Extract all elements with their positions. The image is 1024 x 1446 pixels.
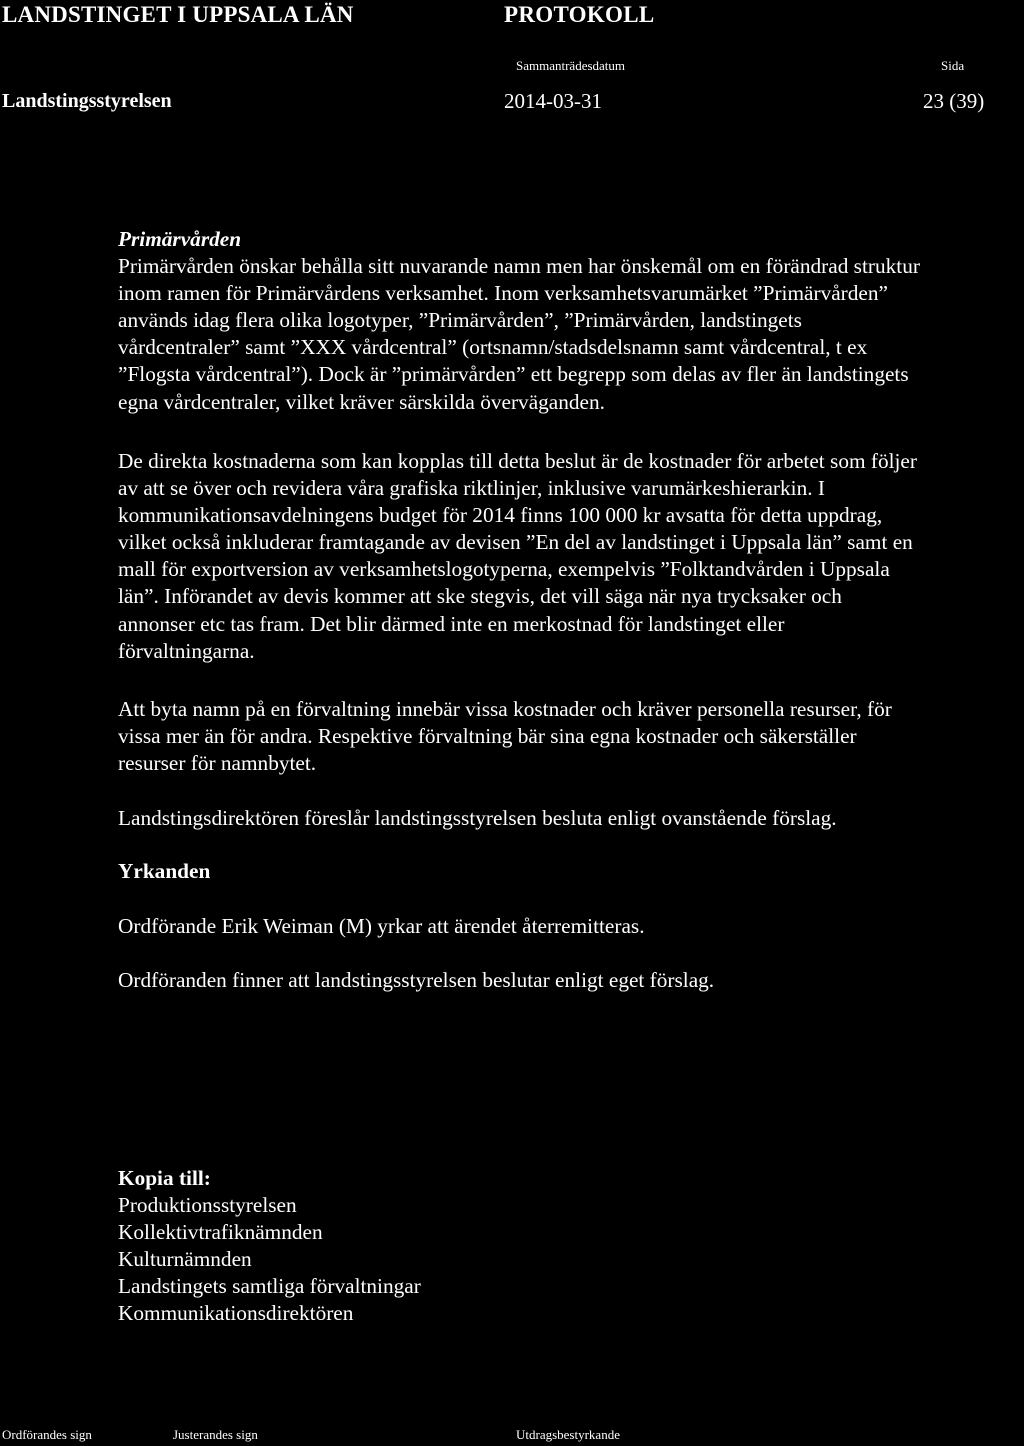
- text-line: De direkta kostnaderna som kan kopplas till detta beslut är de kostnader för arbetet som följer: [118, 449, 917, 473]
- board-name: Landstingsstyrelsen: [2, 90, 172, 112]
- text-line: Ordföranden finner att landstingsstyrelsen beslutar enligt eget förslag.: [118, 968, 715, 992]
- certifier-label: Utdragsbestyrkande: [516, 1427, 620, 1442]
- list-item: Kollektivtrafiknämnden: [118, 1220, 323, 1245]
- organization-name: LANDSTINGET I UPPSALA LÄN: [2, 2, 354, 27]
- text-line: Landstingsdirektören föreslår landstingsstyrelsen besluta enligt ovanstående förslag.: [118, 806, 837, 830]
- chair-sign-label: Ordförandes sign: [2, 1427, 92, 1442]
- page-number: 23 (39): [923, 89, 985, 113]
- text-line: län”. Införandet av devis kommer att ske stegvis, det vill säga när nya trycksaker och: [118, 584, 842, 609]
- paragraph-costs: [118, 448, 1024, 665]
- list-item: Kommunikationsdirektören: [118, 1301, 354, 1326]
- text-line: kommunikationsavdelningens budget för 2014 finns 100 000 kr avsatta för detta uppdrag,: [118, 503, 883, 528]
- yrkanden-heading: Yrkanden: [118, 859, 211, 883]
- text-line: vilket också inkluderar framtagande av devisen ”En del av landstinget i Uppsala län” samt en: [118, 530, 913, 555]
- list-item: Kulturnämnden: [118, 1247, 252, 1272]
- copies-list: [118, 1165, 1024, 1328]
- text-line: inom ramen för Primärvårdens verksamhet. Inom verksamhetsvarumärket ”Primärvården”: [118, 281, 888, 306]
- text-line: Att byta namn på en förvaltning innebär vissa kostnader och kräver personella resurser, för: [118, 697, 892, 721]
- text-line: annonser etc tas fram. Det blir därmed inte en merkostnad för landstinget eller: [118, 611, 785, 636]
- yrkanden-motion: [118, 913, 1024, 940]
- yrkanden-finding: [118, 967, 1024, 994]
- section-primarvarden: [118, 226, 1024, 416]
- list-item: Landstingets samtliga förvaltningar: [118, 1274, 421, 1299]
- date-label: Sammanträdesdatum: [516, 58, 626, 73]
- copies-title: Kopia till:: [118, 1166, 211, 1190]
- section-title: Primärvården: [118, 227, 242, 251]
- text-line: ”Flogsta vårdcentral”). Dock är ”primärvården” ett begrepp som delas av fler än landstingets: [118, 362, 909, 387]
- page-label: Sida: [941, 58, 965, 73]
- paragraph-rename: [118, 696, 1024, 777]
- text-line: vårdcentraler” samt ”XXX vårdcentral” (ortsnamn/stadsdelsnamn samt vårdcentral, t ex: [118, 335, 868, 360]
- text-line: Primärvården önskar behålla sitt nuvarande namn men har önskemål om en förändrad struktur: [118, 254, 920, 279]
- proposal-text: [118, 805, 1024, 832]
- text-line: mall för exportversion av verksamhetslogotyperna, exempelvis ”Folktandvården i Uppsala: [118, 557, 890, 582]
- text-line: egna vårdcentraler, vilket kräver särskilda överväganden.: [118, 389, 605, 414]
- text-line: av att se över och revidera våra grafiska riktlinjer, inklusive varumärkeshierarkin. I: [118, 476, 825, 501]
- text-line: används idag flera olika logotyper, ”Primärvården”, ”Primärvården, landstingets: [118, 308, 802, 333]
- adjuster-sign-label: Justerandes sign: [173, 1427, 258, 1442]
- meeting-date: 2014-03-31: [504, 89, 602, 113]
- text-line: förvaltningarna.: [118, 638, 255, 663]
- text-line: Ordförande Erik Weiman (M) yrkar att ärendet återremitteras.: [118, 914, 645, 938]
- text-line: vissa mer än för andra. Respektive förvaltning bär sina egna kostnader och säkerställer: [118, 724, 857, 749]
- document-type: PROTOKOLL: [504, 2, 655, 27]
- list-item: Produktionsstyrelsen: [118, 1193, 297, 1218]
- text-line: resurser för namnbytet.: [118, 751, 317, 776]
